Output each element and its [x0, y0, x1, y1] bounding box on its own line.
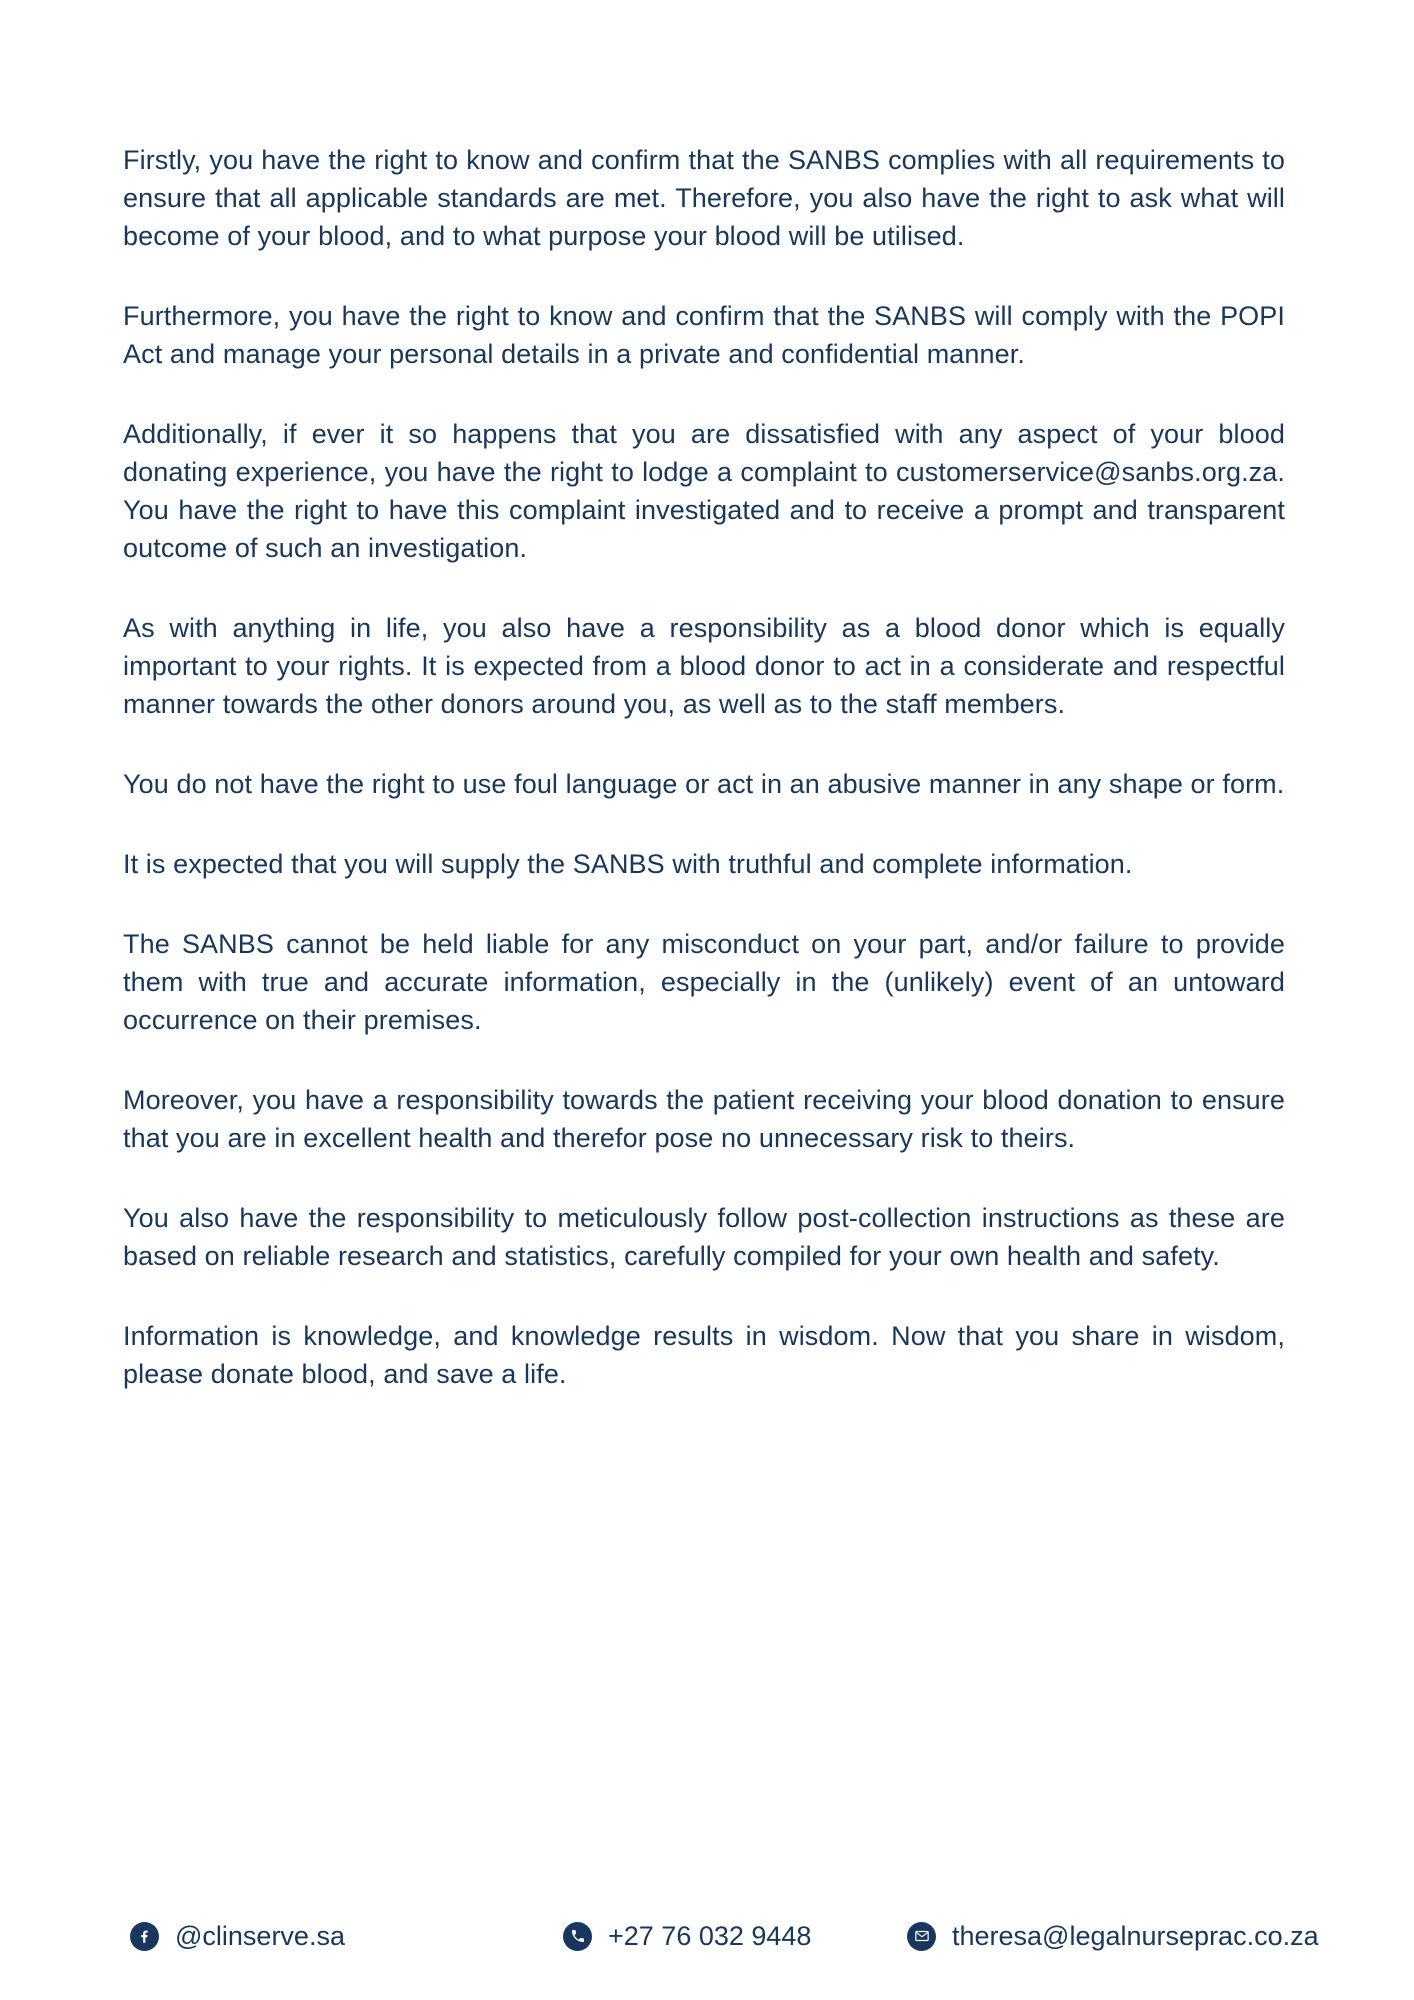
- phone-contact[interactable]: [563, 1919, 811, 1953]
- paragraph: Moreover, you have a responsibility towards the patient receiving your blood donation to ensure that you are in excellent health and therefor pose no unnecessary risk to theirs.: [123, 1085, 1285, 1153]
- phone-icon: [563, 1922, 592, 1951]
- paragraph: As with anything in life, you also have a responsibility as a blood donor which is equally important to your rights. It is expected from a blood donor to act in a considerate and respectful manner towards the other donors around you, as well as to the staff members.: [123, 613, 1285, 719]
- paragraph: Furthermore, you have the right to know and confirm that the SANBS will comply with the POPI Act and manage your personal details in a private and confidential manner.: [123, 301, 1285, 369]
- email-contact[interactable]: [907, 1919, 1319, 1953]
- page-footer: [0, 1919, 1414, 1953]
- paragraph: It is expected that you will supply the SANBS with truthful and complete information.: [123, 849, 1133, 879]
- phone-number: +27 76 032 9448: [608, 1920, 812, 1951]
- paragraph: Additionally, if ever it so happens that you are dissatisfied with any aspect of your blood donating experience, you have the right to lodge a complaint to customerservice@sanbs.org.za. You have the right to have this complaint investigated and to receive a prompt and transparent outcome of such an investigation.: [123, 419, 1285, 563]
- paragraph: You also have the responsibility to meticulously follow post-collection instructions as these are based on reliable research and statistics, carefully compiled for your own health and safety.: [123, 1203, 1285, 1271]
- paragraph: The SANBS cannot be held liable for any misconduct on your part, and/or failure to provide them with true and accurate information, especially in the (unlikely) event of an untoward occurrence on their premises.: [123, 929, 1285, 1035]
- mail-icon: [907, 1922, 936, 1951]
- paragraph: Information is knowledge, and knowledge results in wisdom. Now that you share in wisdom, please donate blood, and save a life.: [123, 1321, 1285, 1389]
- document-body: [123, 141, 1285, 1435]
- facebook-handle: @clinserve.sa: [175, 1920, 345, 1951]
- paragraph: Firstly, you have the right to know and confirm that the SANBS complies with all requirements to ensure that all applicable standards are met. Therefore, you also have the right to ask what will become of your blood, and to what purpose your blood will be utilised.: [123, 145, 1285, 251]
- facebook-icon: [130, 1922, 159, 1951]
- facebook-contact[interactable]: [130, 1919, 345, 1953]
- paragraph: You do not have the right to use foul language or act in an abusive manner in any shape or form.: [123, 769, 1285, 799]
- email-address: theresa@legalnurseprac.co.za: [952, 1920, 1319, 1951]
